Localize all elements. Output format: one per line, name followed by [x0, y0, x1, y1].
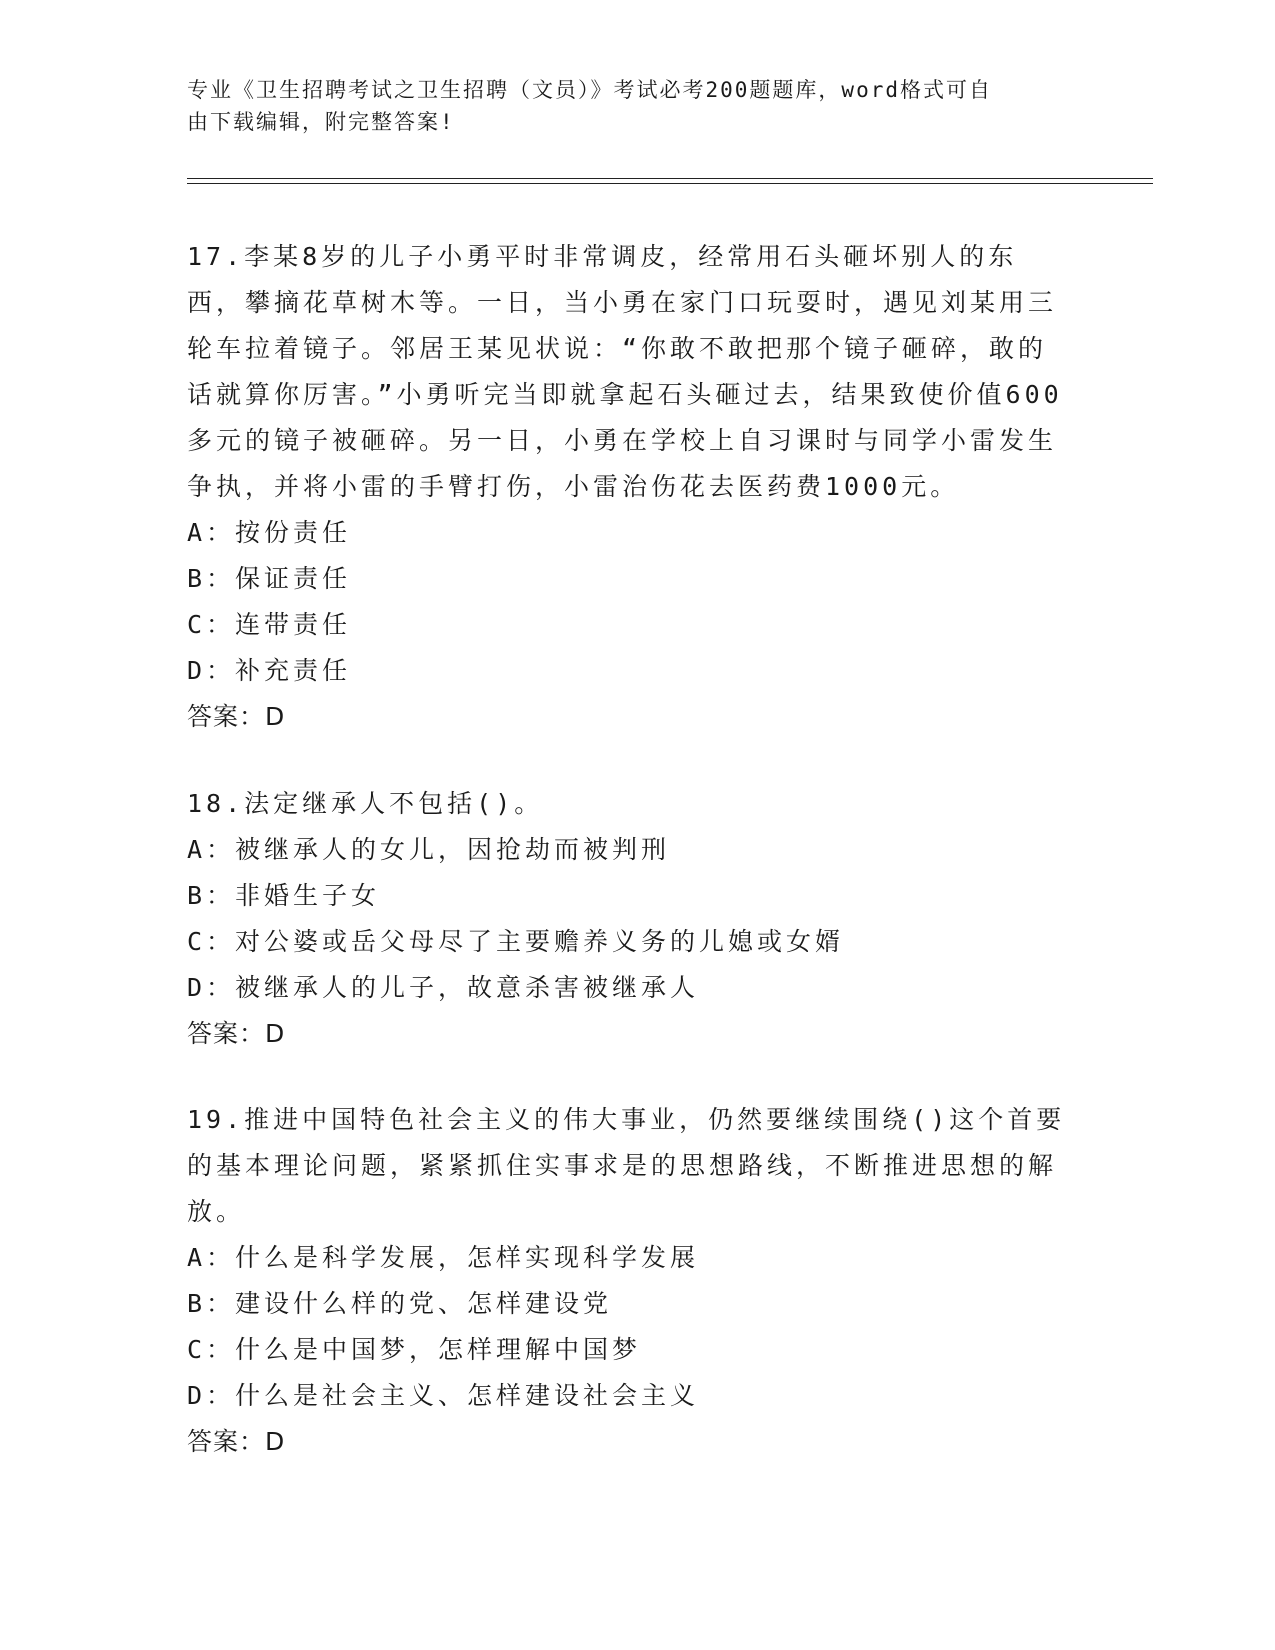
option-a: A：什么是科学发展，怎样实现科学发展 — [187, 1243, 700, 1272]
option-c: C：对公婆或岳父母尽了主要赡养义务的儿媳或女婿 — [187, 927, 845, 956]
answer: 答案：D — [187, 1019, 286, 1048]
answer: 答案：D — [187, 1427, 286, 1456]
question-stem: 18.法定继承人不包括()。 — [187, 789, 544, 818]
option-c: C：连带责任 — [187, 610, 352, 639]
option-d: D：什么是社会主义、怎样建设社会主义 — [187, 1381, 700, 1410]
option-b: B：建设什么样的党、怎样建设党 — [187, 1289, 613, 1318]
question-19 — [187, 1097, 1067, 1465]
option-b: B：非婚生子女 — [187, 881, 381, 910]
header-line-1: 专业《卫生招聘考试之卫生招聘（文员）》考试必考200题题库，word格式可自 — [187, 78, 992, 102]
answer: 答案：D — [187, 702, 286, 731]
option-a: A：被继承人的女儿，因抢劫而被判刑 — [187, 835, 671, 864]
option-c: C：什么是中国梦，怎样理解中国梦 — [187, 1335, 642, 1364]
option-d: D：被继承人的儿子，故意杀害被继承人 — [187, 973, 700, 1002]
header-divider-bottom — [187, 183, 1153, 184]
option-a: A：按份责任 — [187, 518, 352, 547]
question-18 — [187, 781, 1067, 1057]
document-header — [187, 74, 1067, 138]
header-line-2: 由下载编辑，附完整答案! — [187, 110, 455, 134]
option-d: D：补充责任 — [187, 656, 352, 685]
header-divider-top — [187, 178, 1153, 179]
question-stem: 17.李某8岁的儿子小勇平时非常调皮，经常用石头砸坏别人的东西，攀摘花草树木等。一日，当小勇在家门口玩耍时，遇见刘某用三轮车拉着镜子。邻居王某见状说：“你敢不敢把那个镜子砸碎，敢的话就算你厉害。”小勇听完当即就拿起石头砸过去，结果致使价值600多元的镜子被砸碎。另一日，小勇在学校上自习课时与同学小雷发生争执，并将小雷的手臂打伤，小雷治伤花去医药费1000元。 — [187, 242, 1063, 501]
question-17 — [187, 234, 1067, 740]
question-stem: 19.推进中国特色社会主义的伟大事业，仍然要继续围绕()这个首要的基本理论问题，紧紧抓住实事求是的思想路线，不断推进思想的解放。 — [187, 1105, 1066, 1226]
option-b: B：保证责任 — [187, 564, 352, 593]
